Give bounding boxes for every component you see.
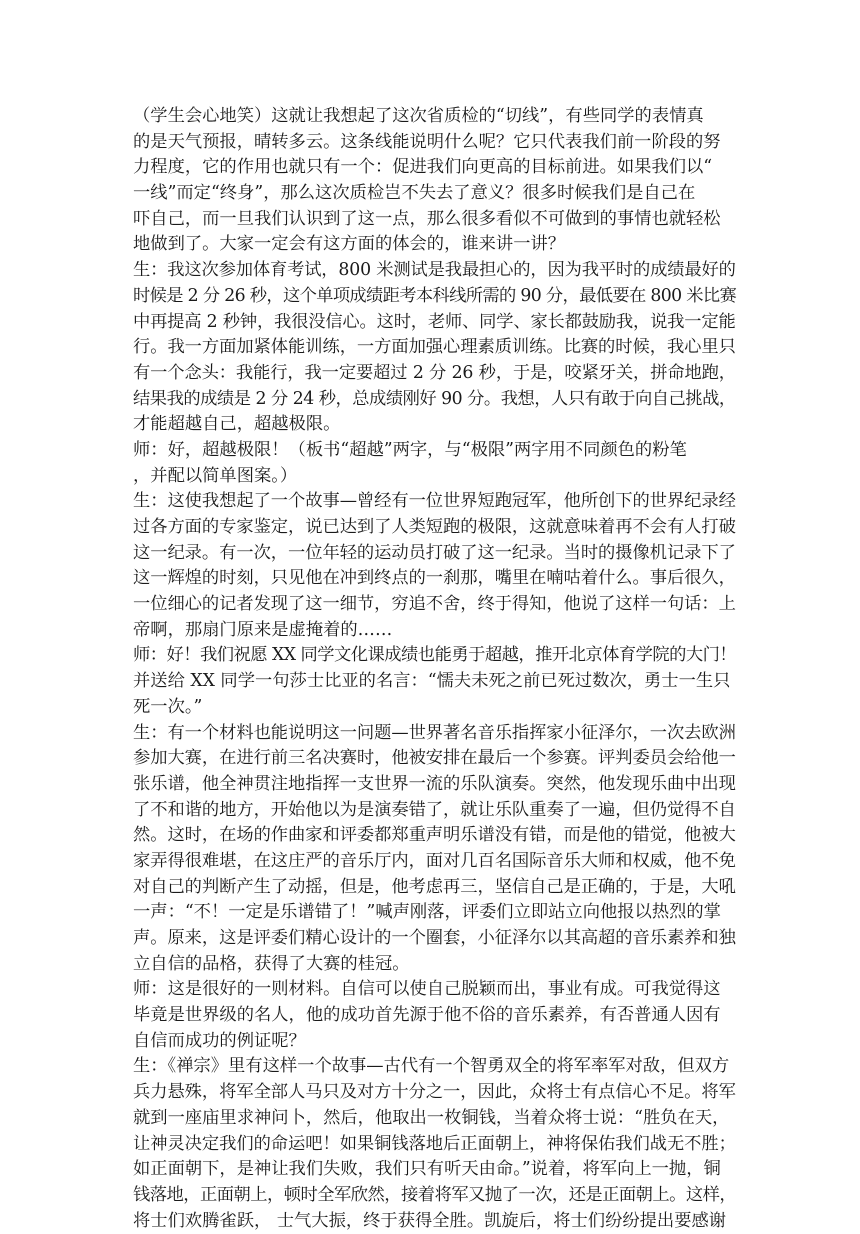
text-line: 行。我一方面加紧体能训练，一方面加强心理素质训练。比赛的时候，我心里只 (133, 337, 736, 358)
body-text (133, 104, 736, 1234)
text-line: 帝啊，那扇门原来是虚掩着的…… (133, 619, 393, 640)
text-line: 让神灵决定我们的命运吧！如果铜钱落地后正面朝上，神将保佑我们战无不胜； (133, 1133, 736, 1154)
text-line: 生：有一个材料也能说明这一问题—世界著名音乐指挥家小征泽尔，一次去欧洲 (133, 722, 736, 743)
text-line: 才能超越自己，超越极限。 (133, 414, 341, 435)
text-line: 有一个念头：我能行，我一定要超过 2 分 26 秒，于是，咬紧牙关，拼命地跑， (133, 362, 736, 383)
text-line: 师：好！我们祝愿 XX 同学文化课成绩也能勇于超越，推开北京体育学院的大门！ (133, 645, 737, 666)
text-line: 参加大赛，在进行前三名决赛时，他被安排在最后一个参赛。评判委员会给他一 (133, 748, 736, 769)
text-line: 兵力悬殊，将军全部人马只及对方十分之一，因此，众将士有点信心不足。将军 (133, 1082, 736, 1103)
text-line: 毕竟是世界级的名人，他的成功首先源于他不俗的音乐素养，有否普通人因有 (133, 1005, 721, 1026)
text-line: 这一辉煌的时刻，只见他在冲到终点的一刹那，嘴里在喃咕着什么。事后很久， (133, 568, 736, 589)
text-line: 然。这时，在场的作曲家和评委都郑重声明乐谱没有错，而是他的错觉，他被大 (133, 825, 736, 846)
text-line: 一位细心的记者发现了这一细节，穷追不舍，终于得知，他说了这样一句话：上 (133, 594, 736, 615)
text-line: 生：我这次参加体育考试，800 米测试是我最担心的，因为我平时的成绩最好的 (133, 260, 736, 281)
text-line: 家弄得很难堪，在这庄严的音乐厅内，面对几百名国际音乐大师和权威，他不免 (133, 850, 736, 871)
text-line: 对自己的判断产生了动摇，但是，他考虑再三，坚信自己是正确的，于是，大吼 (133, 876, 736, 897)
text-line: 了不和谐的地方，开始他以为是演奏错了，就让乐队重奏了一遍，但仍觉得不自 (133, 799, 736, 820)
text-line: 将士们欢腾雀跃， 士气大振，终于获得全胜。凯旋后，将士们纷纷提出要感谢 (133, 1210, 727, 1231)
text-line: 一线”而定“终身”，那么这次质检岂不失去了意义？很多时候我们是自己在 (133, 183, 696, 204)
text-line: 一声：“不！一定是乐谱错了！”喊声刚落，评委们立即站立向他报以热烈的掌 (133, 902, 721, 923)
text-line: 师：好，超越极限！（板书“超越”两字，与“极限”两字用不同颜色的粉笔 (133, 439, 687, 460)
text-line: 张乐谱，他全神贯注地指挥一支世界一流的乐队演奏。突然，他发现乐曲中出现 (133, 773, 736, 794)
text-line: 死一次。” (133, 696, 203, 717)
text-line: 吓自己，而一旦我们认识到了这一点，那么很多看似不可做到的事情也就轻松 (133, 208, 721, 229)
text-line: ，并配以简单图案。） (133, 465, 298, 486)
text-line: 的是天气预报，晴转多云。这条线能说明什么呢？它只代表我们前一阶段的努 (133, 131, 721, 152)
text-line: 过各方面的专家鉴定，说已达到了人类短跑的极限，这就意味着再不会有人打破 (133, 517, 736, 537)
text-line: 立自信的品格，获得了大赛的桂冠。 (133, 953, 410, 974)
text-line: 并送给 XX 同学一句莎士比亚的名言：“懦夫未死之前已死过数次，勇士一生只 (133, 671, 731, 692)
text-line: 结果我的成绩是 2 分 24 秒，总成绩刚好 90 分。我想，人只有敢于向自己挑战， (133, 388, 736, 409)
text-line: 生：这使我想起了一个故事—曾经有一位世界短跑冠军，他所创下的世界纪录经 (133, 491, 736, 512)
text-line: 生：《禅宗》里有这样一个故事—古代有一个智勇双全的将军率军对敌，但双方 (133, 1056, 730, 1077)
text-line: 如正面朝下，是神让我们失败，我们只有听天由命。”说着，将军向上一抛，铜 (133, 1159, 721, 1180)
text-line: 就到一座庙里求神问卜，然后，他取出一枚铜钱，当着众将士说：“胜负在天， (133, 1107, 730, 1128)
text-line: 师：这是很好的一则材料。自信可以使自己脱颖而出，事业有成。可我觉得这 (133, 979, 721, 1000)
text-line: 自信而成功的例证呢？ (133, 1030, 306, 1051)
text-line: （学生会心地笑）这就让我想起了这次省质检的“切线”，有些同学的表情真 (133, 106, 704, 126)
text-line: 声。原来，这是评委们精心设计的一个圈套，小征泽尔以其高超的音乐素养和独 (133, 928, 736, 948)
text-line: 地做到了。大家一定会有这方面的体会的，谁来讲一讲？ (133, 234, 566, 255)
text-line: 中再提高 2 秒钟，我很没信心。这时，老师、同学、家长都鼓励我，说我一定能 (133, 311, 736, 332)
text-line: 钱落地，正面朝上，顿时全军欣然，接着将军又抛了一次，还是正面朝上。这样， (133, 1184, 737, 1205)
text-line: 力程度，它的作用也就只有一个：促进我们向更高的目标前进。如果我们以“ (133, 157, 713, 178)
text-line: 这一纪录。有一次，一位年轻的运动员打破了这一纪录。当时的摄像机记录下了 (133, 542, 736, 563)
text-line: 时候是 2 分 26 秒，这个单项成绩距考本科线所需的 90 分，最低要在 800 米比赛 (133, 285, 737, 306)
